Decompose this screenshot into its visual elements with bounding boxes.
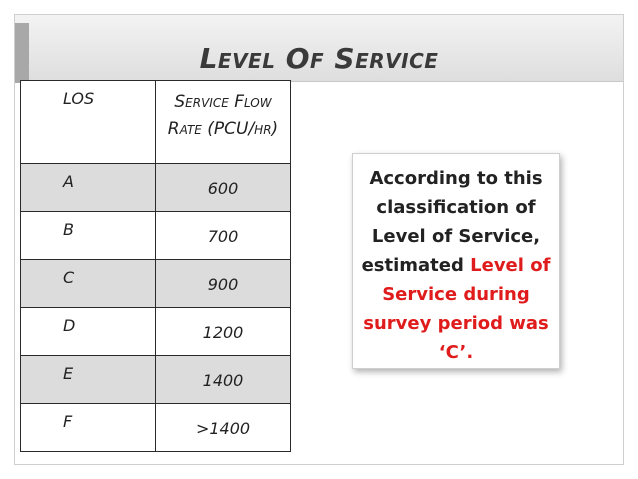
rate-cell: 1200: [156, 308, 291, 356]
los-cell: F: [21, 404, 156, 452]
table-row: [21, 164, 291, 212]
rate-cell: >1400: [156, 404, 291, 452]
conclusion-callout: [352, 153, 560, 369]
header-los: LOS: [21, 81, 156, 164]
rate-cell: 700: [156, 212, 291, 260]
table-row: [21, 260, 291, 308]
rate-cell: 900: [156, 260, 291, 308]
slide-title: Level Of Service: [199, 42, 439, 75]
los-cell: D: [21, 308, 156, 356]
los-table: [20, 80, 291, 452]
los-cell: C: [21, 260, 156, 308]
rate-cell: 1400: [156, 356, 291, 404]
table-header-row: [21, 81, 291, 164]
table-row: [21, 212, 291, 260]
los-cell: B: [21, 212, 156, 260]
los-cell: A: [21, 164, 156, 212]
table-row: [21, 308, 291, 356]
callout-text: According to this classification of Level of Service, estimated: [361, 168, 543, 276]
rate-cell: 600: [156, 164, 291, 212]
table-row: [21, 404, 291, 452]
table-row: [21, 356, 291, 404]
callout-highlight-text: Level of Service during survey period was ‘C’.: [363, 255, 551, 363]
header-service-flow-rate: Service Flow Rate (PCU/hr): [156, 81, 291, 164]
los-cell: E: [21, 356, 156, 404]
title-bar: [15, 15, 623, 82]
